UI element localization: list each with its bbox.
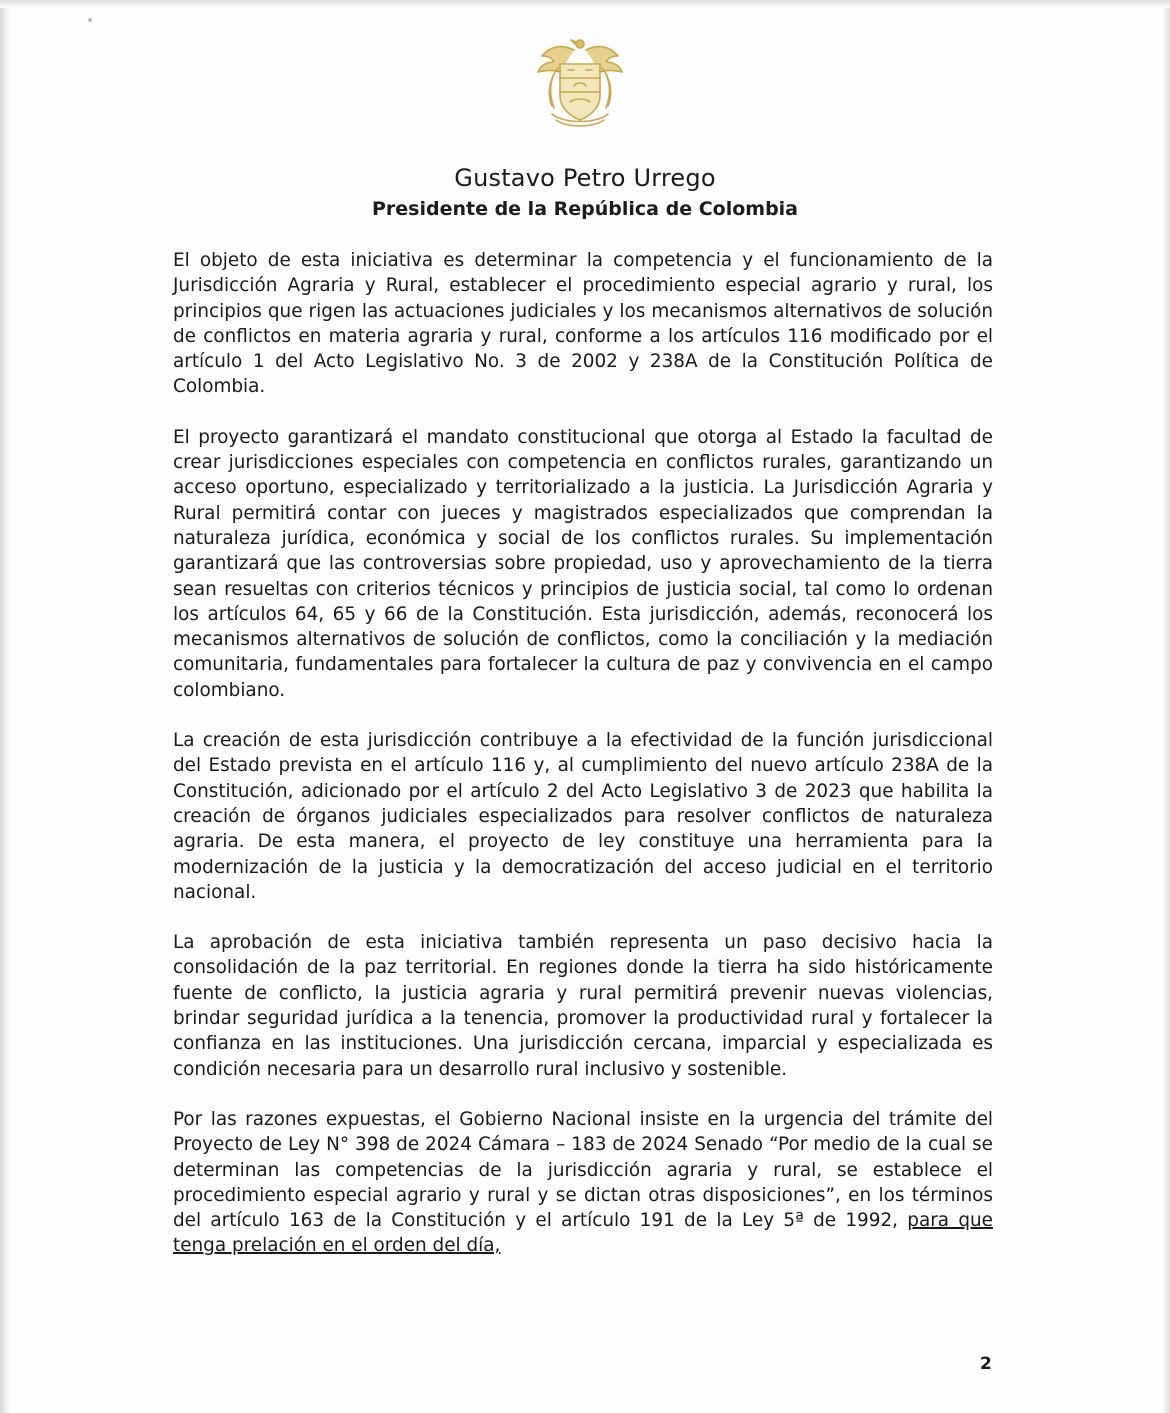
paragraph-objective: El objeto de esta iniciativa es determinar la competencia y el funcionamiento de la Jurisdicción Agraria y Rural, establecer el procedimiento especial agrario y rural, los principios que rigen las actuaciones judiciales y los mecanismos alternativos de solución de conflictos en materia agraria y rural, conforme a los artículos 116 modificado por el artículo 1 del Acto Legislativo No. 3 de 2002 y 238A de la Constitución Política de Colombia. (173, 250, 993, 398)
urgency-text: Por las razones expuestas, el Gobierno Nacional insiste en la urgencia del trámite del Proyecto de Ley N° 398 de 2024 Cámara – 183 de 2024 Senado “Por medio de la cual se determinan las competencias de la jurisdicción agraria y rural, se establece el procedimiento especial agrario y rural y se dictan otras disposiciones”, en los términos del artículo 163 de la Constitución y el artículo 191 de la Ley 5ª de 1992, (173, 1108, 993, 1232)
paragraph-creation: La creación de esta jurisdicción contribuye a la efectividad de la función jurisdiccional del Estado prevista en el artículo 116 y, al cumplimiento del nuevo artículo 238A de la Constitución, adicionado por el artículo 2 del Acto Legislativo 3 de 2023 que habilita la creación de órganos judiciales especializados para resolver conflictos de naturaleza agraria. De esta manera, el proyecto de ley constituye una herramienta para la modernización de la justicia y la democratización del acceso judicial en el territorio nacional. (173, 730, 993, 903)
document-header (0, 162, 1170, 224)
colombia-coat-of-arms-icon (530, 34, 630, 134)
scan-speck (88, 18, 92, 22)
paragraph-guarantee: El proyecto garantizará el mandato constitucional que otorga al Estado la facultad de crear jurisdicciones especiales con competencia en conflictos rurales, garantizando un acceso oportuno, especializado y territorializado a la justicia. La Jurisdicción Agraria y Rural permitirá contar con jueces y magistrados especializados que comprendan la naturaleza jurídica, económica y social de los conflictos rurales. Su implementación garantizará que las controversias sobre propiedad, uso y aprovechamiento de la tierra sean resueltas con criterios técnicos y principios de justicia social, tal como lo ordenan los artículos 64, 65 y 66 de la Constitución. Esta jurisdicción, además, reconocerá los mecanismos alternativos de solución de conflictos, como la conciliación y la mediación comunitaria, fundamentales para fortalecer la cultura de paz y convivencia en el campo colombiano. (173, 426, 993, 701)
document-body (173, 248, 993, 1284)
paragraph-approval: La aprobación de esta iniciativa también representa un paso decisivo hacia la consolidación de la paz territorial. En regiones donde la tierra ha sido históricamente fuente de conflicto, la justicia agraria y rural permitirá prevenir nuevas violencias, brindar seguridad jurídica a la tenencia, promover la productividad rural y fortalecer la confianza en las instituciones. Una jurisdicción cercana, imparcial y especializada es condición necesaria para un desarrollo rural inclusivo y sostenible. (173, 932, 993, 1080)
page-number: 2 (980, 1354, 992, 1374)
urgency-underlined-text: para que tenga prelación en el orden del día, (173, 1210, 993, 1257)
scan-edge-top (0, 0, 1170, 8)
signatory-name: Gustavo Petro Urrego (454, 164, 716, 192)
signatory-title: Presidente de la República de Colombia (371, 198, 798, 220)
paragraph-urgency (173, 1107, 993, 1259)
